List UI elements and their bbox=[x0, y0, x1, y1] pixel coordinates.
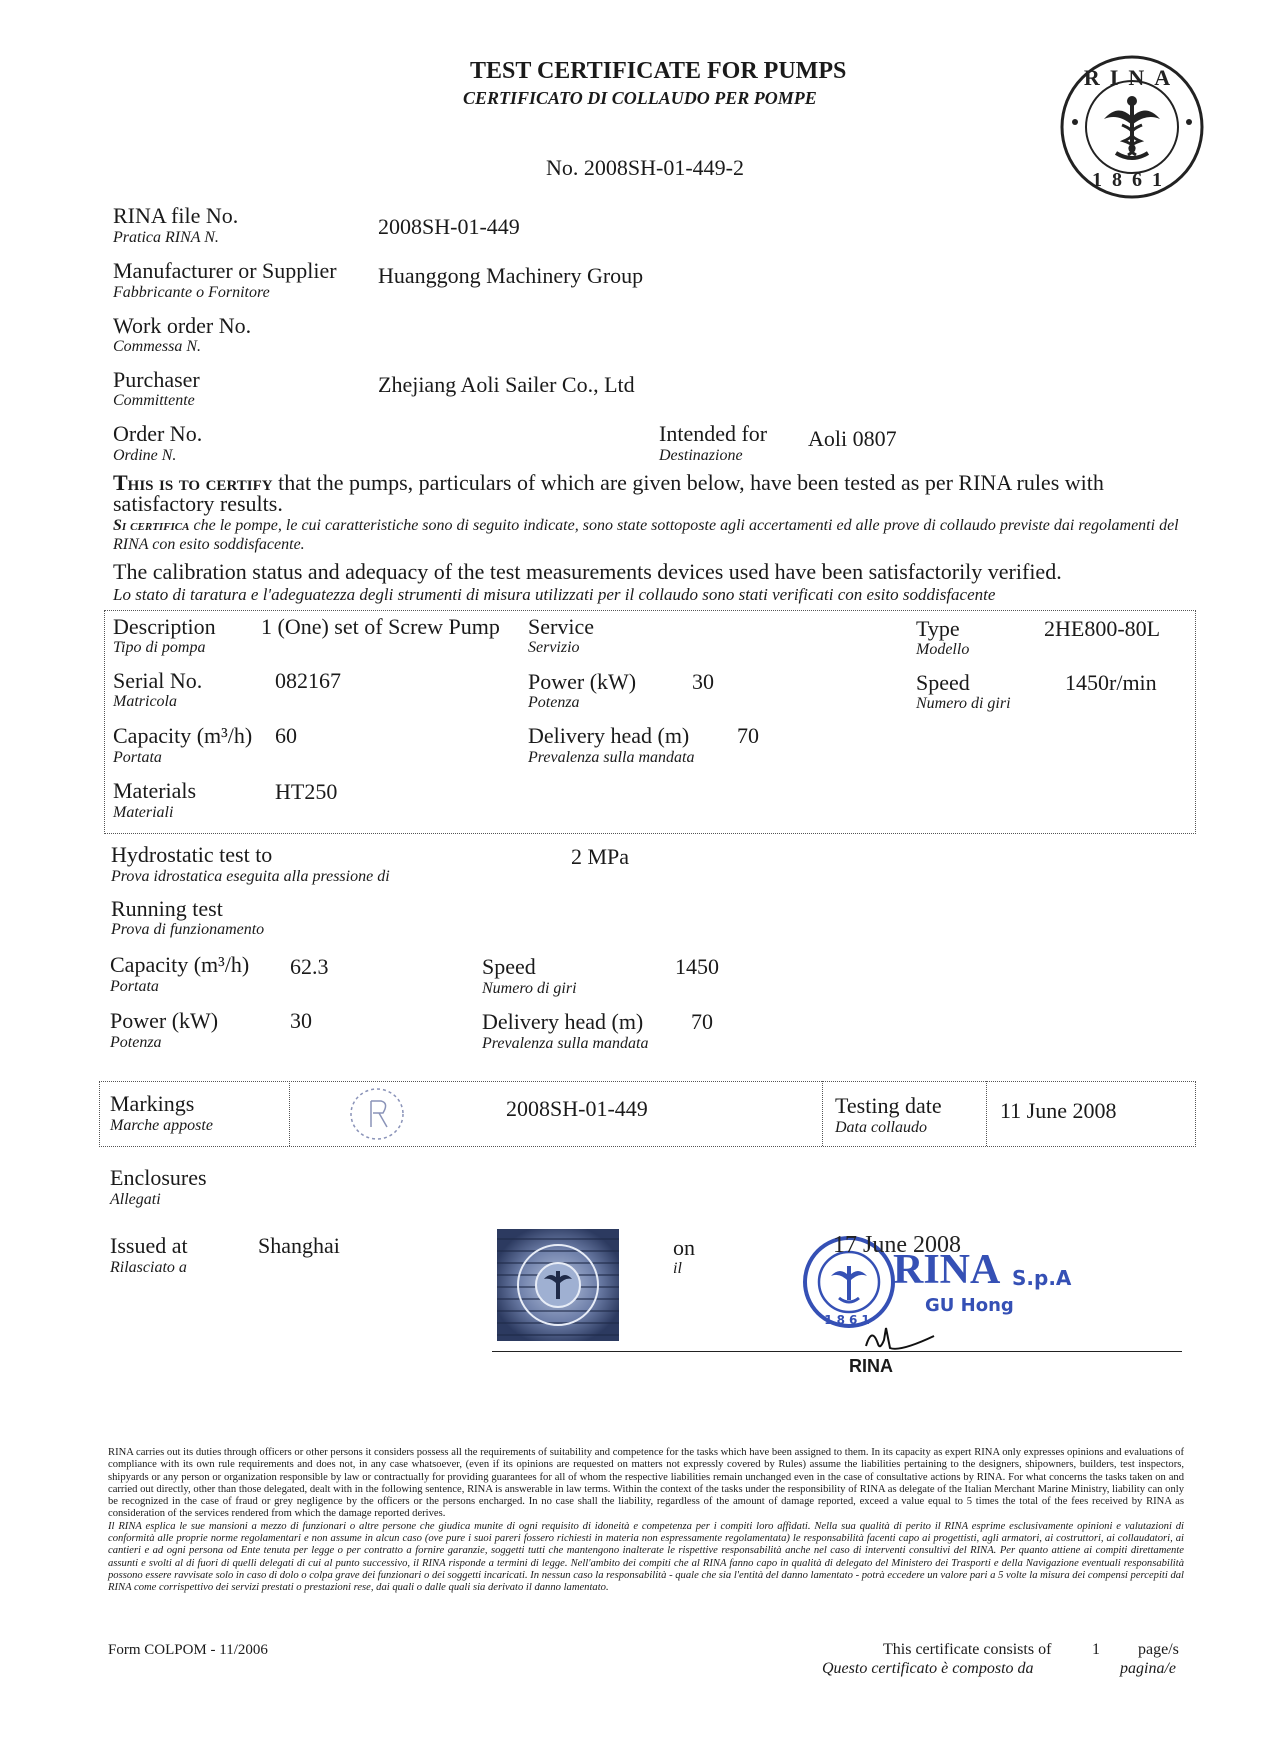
logo-top-text: RINA bbox=[1083, 65, 1181, 90]
description-label: Description bbox=[113, 614, 216, 639]
hologram-seal bbox=[497, 1229, 619, 1341]
svg-text:1861: 1861 bbox=[824, 1313, 874, 1327]
capacity-value: 60 bbox=[275, 723, 297, 748]
intended-label: Intended for bbox=[659, 421, 768, 446]
running-test-label: Running test bbox=[111, 896, 223, 921]
page-count-label: This certificate consists of bbox=[883, 1641, 1052, 1658]
intended-value: Aoli 0807 bbox=[808, 426, 897, 451]
stamp-name: GU Hong bbox=[925, 1295, 1014, 1316]
materials-value: HT250 bbox=[275, 779, 338, 804]
running-capacity-value: 62.3 bbox=[290, 954, 329, 979]
issued-date: 17 June 2008 bbox=[833, 1232, 961, 1258]
signature-line bbox=[492, 1351, 1182, 1352]
delivery-label-it: Prevalenza sulla mandata bbox=[528, 749, 695, 766]
pages-label-it: pagina/e bbox=[1120, 1660, 1176, 1677]
hydrostatic-label: Hydrostatic test to bbox=[111, 842, 273, 867]
capacity-label-it: Portata bbox=[113, 749, 162, 766]
calibration-statement: The calibration status and adequacy of the test measurements devices used have been satisfactorily verified. bbox=[113, 559, 1062, 584]
document-title: TEST CERTIFICATE FOR PUMPS bbox=[470, 58, 847, 84]
type-label: Type bbox=[916, 616, 960, 641]
purchaser-label-it: Committente bbox=[113, 392, 195, 409]
enclosures-label-it: Allegati bbox=[110, 1191, 161, 1208]
disclaimer-en: RINA carries out its duties through officers or other persons it considers possess all the requirements of suitability and competence for the tasks which have been assigned to them. In its capacity as expert RINA only expresses opinions and evaluations of compliance with its own rule requirements and does not, in any case whatsoever, (even if its opinions are requested on matters not expressly covered by Rules) assume the liabilities pertaining to the designers, shipowners, builders, test inspectors, shipyards or any person or organization responsible by law or contractually for providing guarantees for all of whom the respective liabilities remain unchanged even in the case of consultative actions by RINA. For what concerns the tasks taken on and carried out directly, other than those delegated, dealt with in the following sentence, RINA is answerable in law terms. Within the context of the tasks under the responsibility of RINA as delegate of the Italian Merchant Marine Ministry, liability can only be recognized in the case of fraud or grey negligence by the officers or the persons encharged. In no case shall the liability, regardless of the amount of damage reported, exceed a value equal to 5 times the total of the fees received by RINA as consideration of the services rendered from which the damage reported derives. bbox=[108, 1447, 1184, 1520]
markings-label: Markings bbox=[110, 1091, 195, 1116]
file-no-value: 2008SH-01-449 bbox=[378, 214, 520, 239]
signature-caption: RINA bbox=[849, 1356, 893, 1376]
issued-at-label: Issued at bbox=[110, 1233, 188, 1258]
type-value: 2HE800-80L bbox=[1044, 616, 1161, 641]
serial-value: 082167 bbox=[275, 668, 341, 693]
enclosures-label: Enclosures bbox=[110, 1165, 207, 1190]
running-capacity-label-it: Portata bbox=[110, 978, 159, 995]
testing-date-value: 11 June 2008 bbox=[1000, 1098, 1117, 1123]
description-label-it: Tipo di pompa bbox=[113, 639, 206, 656]
service-label: Service bbox=[528, 614, 594, 639]
speed-label-it: Numero di giri bbox=[916, 695, 1011, 712]
file-no-label: RINA file No. bbox=[113, 203, 239, 228]
manufacturer-value: Huanggong Machinery Group bbox=[378, 263, 644, 288]
pump-details-box bbox=[104, 610, 1196, 834]
delivery-label: Delivery head (m) bbox=[528, 723, 690, 748]
power-label: Power (kW) bbox=[528, 669, 637, 694]
issued-on-label-it: il bbox=[673, 1260, 682, 1277]
issued-at-label-it: Rilasciato a bbox=[110, 1259, 187, 1276]
testing-date-label-it: Data collaudo bbox=[835, 1119, 927, 1136]
logo-bottom-text: 1861 bbox=[1092, 169, 1172, 191]
markings-value: 2008SH-01-449 bbox=[506, 1096, 648, 1121]
markings-label-it: Marche apposte bbox=[110, 1117, 213, 1134]
certify-statement-it: Si certifica che le pompe, le cui caratteristiche sono di seguito indicate, sono state sottoposte agli accertamenti ed alle prove di collaudo previste dai regolamenti del RINA con esito soddisfacente. bbox=[113, 517, 1179, 553]
issued-place: Shanghai bbox=[258, 1233, 340, 1258]
running-speed-label-it: Numero di giri bbox=[482, 980, 577, 997]
file-no-label-it: Pratica RINA N. bbox=[113, 229, 219, 246]
order-no-label-it: Ordine N. bbox=[113, 447, 177, 464]
work-order-label: Work order No. bbox=[113, 313, 252, 338]
calibration-statement-it: Lo stato di taratura e l'adeguatezza degli strumenti di misura utilizzati per il collaudo sono stati verificati con esito soddisfacente bbox=[113, 585, 996, 604]
running-power-label: Power (kW) bbox=[110, 1008, 219, 1033]
page-count-label-it: Questo certificato è composto da bbox=[822, 1660, 1034, 1677]
hydrostatic-label-it: Prova idrostatica eseguita alla pressione di bbox=[111, 868, 390, 885]
serial-label-it: Matricola bbox=[113, 693, 177, 710]
materials-label-it: Materiali bbox=[113, 804, 174, 821]
capacity-label: Capacity (m³/h) bbox=[113, 723, 253, 748]
rina-mark-stamp bbox=[345, 1085, 409, 1143]
running-delivery-value: 70 bbox=[691, 1009, 713, 1034]
page-count: 1 bbox=[1092, 1641, 1100, 1658]
form-code: Form COLPOM - 11/2006 bbox=[108, 1642, 268, 1658]
manufacturer-label-it: Fabbricante o Fornitore bbox=[113, 284, 270, 301]
delivery-value: 70 bbox=[737, 723, 759, 748]
running-test-label-it: Prova di funzionamento bbox=[111, 921, 265, 938]
rina-logo bbox=[1057, 52, 1207, 202]
running-delivery-label: Delivery head (m) bbox=[482, 1009, 644, 1034]
running-power-value: 30 bbox=[290, 1008, 312, 1033]
certify-statement: This is to certify that the pumps, particulars of which are given below, have been tested as per RINA rules with satisfactory results. bbox=[113, 470, 1104, 516]
certificate-number: No. 2008SH-01-449-2 bbox=[546, 155, 744, 180]
power-value: 30 bbox=[692, 669, 714, 694]
running-power-label-it: Potenza bbox=[110, 1034, 162, 1051]
speed-label: Speed bbox=[916, 670, 970, 695]
issued-on-label: on bbox=[673, 1235, 695, 1260]
service-label-it: Servizio bbox=[528, 639, 580, 656]
speed-value: 1450r/min bbox=[1065, 670, 1157, 695]
document-subtitle: CERTIFICATO DI COLLAUDO PER POMPE bbox=[463, 88, 817, 108]
materials-label: Materials bbox=[113, 778, 197, 803]
markings-divider-2 bbox=[822, 1081, 823, 1146]
stamp-spa: S.p.A bbox=[1012, 1266, 1072, 1290]
disclaimer-it: Il RINA esplica le sue mansioni a mezzo di funzionari o altre persone che giudica munite di ogni requisito di idoneità e competenza per i compiti loro affidati. Nella sua qualità di perito il RINA esprime esclusivamente opinioni e valutazioni di conformità alle proprie norme regolamentari e non assume in alcun caso (ove pure i suoi pareri fossero richiesti in materia non espressamente regolamentata) le responsabilità facenti capo ai progettisti, agli armatori, ai costruttori, ai collaudatori, ai cantieri e ad ogni persona od Ente tenuta per legge o per contratto a fornire garanzie, soggetti tutti che mantengono inalterate le rispettive responsabilità anche nel caso di interventi consultivi del RINA. Per quanto attiene ai compiti direttamente assunti e svolti al di fuori di quelli delegati di cui al punto successivo, il RINA risponde a termini di legge. Nell'ambito dei compiti che al RINA fanno capo in qualità di delegato del Ministero dei Trasporti e della Navigazione eventuali responsabilità possono essere ravvisate solo in caso di dolo o colpa grave dei funzionari o dei soggetti incaricati. In nessun caso la responsabilità - quale che sia l'entità del danno lamentato - potrà eccedere un valore pari a 5 volte la misura dei compensi percepiti dal RINA come corrispettivo dei servizi prestati o prestazioni rese, dai quali o dalle quali sia derivato il danno lamentato. bbox=[108, 1520, 1184, 1594]
serial-label: Serial No. bbox=[113, 668, 203, 693]
description-value: 1 (One) set of Screw Pump bbox=[261, 614, 500, 639]
purchaser-value: Zhejiang Aoli Sailer Co., Ltd bbox=[378, 372, 635, 397]
power-label-it: Potenza bbox=[528, 694, 580, 711]
markings-divider-3 bbox=[986, 1081, 987, 1146]
running-capacity-label: Capacity (m³/h) bbox=[110, 952, 250, 977]
markings-divider-1 bbox=[289, 1081, 290, 1146]
type-label-it: Modello bbox=[916, 641, 970, 658]
testing-date-label: Testing date bbox=[835, 1093, 942, 1118]
hydrostatic-value: 2 MPa bbox=[571, 844, 630, 869]
stamp-company: RINA bbox=[893, 1247, 1001, 1293]
work-order-label-it: Commessa N. bbox=[113, 338, 202, 355]
intended-label-it: Destinazione bbox=[659, 447, 743, 464]
order-no-label: Order No. bbox=[113, 421, 203, 446]
running-speed-label: Speed bbox=[482, 954, 536, 979]
pages-label: page/s bbox=[1138, 1641, 1179, 1658]
disclaimer bbox=[108, 1447, 1184, 1595]
running-delivery-label-it: Prevalenza sulla mandata bbox=[482, 1035, 649, 1052]
purchaser-label: Purchaser bbox=[113, 367, 200, 392]
manufacturer-label: Manufacturer or Supplier bbox=[113, 258, 337, 283]
running-speed-value: 1450 bbox=[675, 954, 719, 979]
